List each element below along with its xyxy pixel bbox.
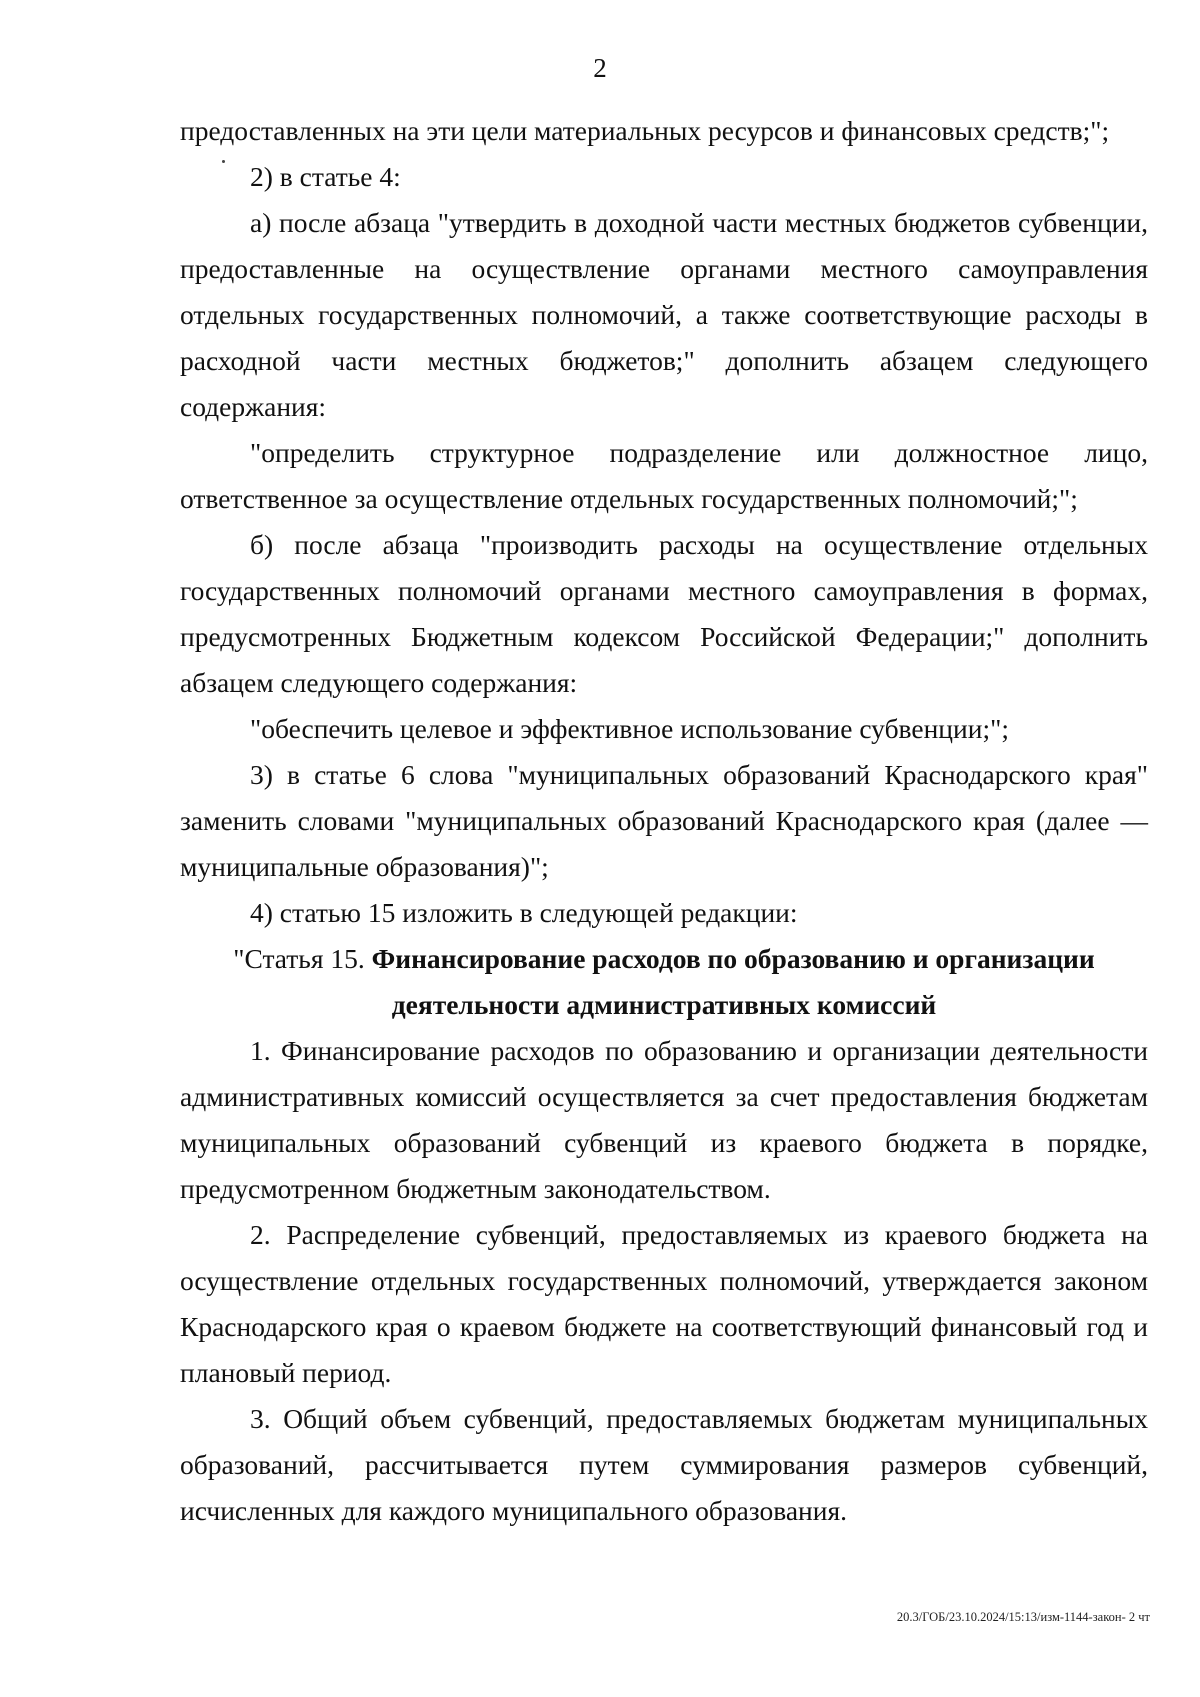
clause-2: 2. Распределение субвенций, предоставляемых из краевого бюджета на осуществление отдельных государственных полномочий, утверждается законом Краснодарского края о краевом бюджете на соответствующий финансовый год и плановый период.: [180, 1219, 1148, 1388]
page-number: 2: [593, 53, 607, 83]
article-title-line2: деятельности административных комиссий: [391, 989, 937, 1020]
clause-3: 3. Общий объем субвенций, предоставляемых бюджетам муниципальных образований, рассчитывается путем суммирования размеров субвенций, исчисленных для каждого муниципального образования.: [180, 1403, 1148, 1526]
paragraph-continuation: предоставленных на эти цели материальных ресурсов и финансовых средств;";: [180, 115, 1110, 146]
paragraph-item-2a: а) после абзаца "утвердить в доходной части местных бюджетов субвенции, предоставленные на осуществление органами местного самоуправления отдельных государственных полномочий, а также соответствующие расходы в расходной части местных бюджетов;" дополнить абзацем следующего содержания:: [180, 207, 1148, 422]
article-heading: [180, 936, 1148, 982]
paragraph-quote-1: "определить структурное подразделение или должностное лицо, ответственное за осуществление отдельных государственных полномочий;";: [180, 437, 1148, 514]
paragraph-quote-2: "обеспечить целевое и эффективное использование субвенции;";: [250, 713, 1009, 744]
paragraph-item-3: 3) в статье 6 слова "муниципальных образований Краснодарского края" заменить словами "муниципальных образований Краснодарского края (далее — муниципальные образования)";: [180, 759, 1148, 882]
paragraph-item-2b: б) после абзаца "производить расходы на осуществление отдельных государственных полномочий органами местного самоуправления в формах, предусмотренных Бюджетным кодексом Российской Федерации;" дополнить абзацем следующего содержания:: [180, 529, 1148, 698]
document-body: [180, 108, 1148, 1534]
clause-1: 1. Финансирование расходов по образованию и организации деятельности административных комиссий осуществляется за счет предоставления бюджетам муниципальных образований субвенций из краевого бюджета в порядке, предусмотренном бюджетным законодательством.: [180, 1035, 1148, 1204]
article-title-line1: Финансирование расходов по образованию и организации: [371, 943, 1095, 974]
article-prefix: "Статья 15.: [233, 943, 372, 974]
paragraph-item-4: 4) статью 15 изложить в следующей редакции:: [250, 897, 798, 928]
paragraph-item-2: 2) в статье 4:: [250, 161, 401, 192]
footer-document-code: 20.3/ГОБ/23.10.2024/15:13/изм-1144-закон- 2 чт: [896, 1610, 1150, 1624]
